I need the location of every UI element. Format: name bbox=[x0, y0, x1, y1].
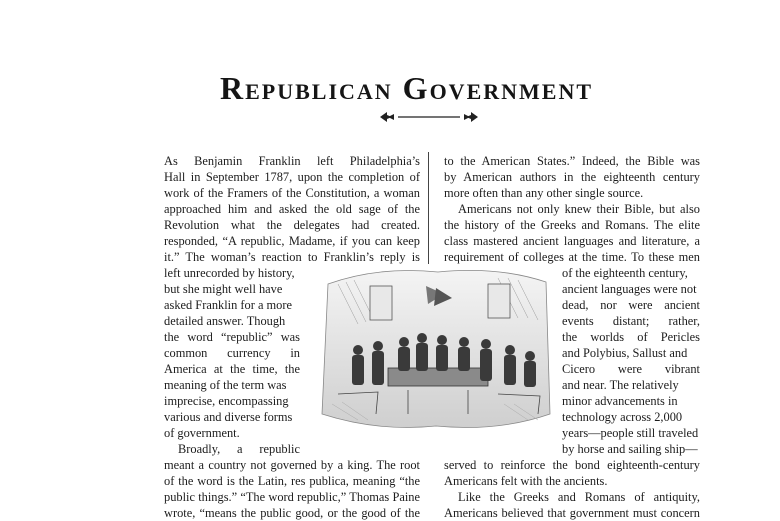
body-line: it.” The woman’s reaction to Franklin’s reply is bbox=[164, 250, 420, 264]
body-line: by American authors in the eighteenth century bbox=[444, 170, 700, 184]
body-line: wrote, “means the public good, or the good of the bbox=[164, 506, 420, 520]
body-line: Hall in September 1787, upon the completion of bbox=[164, 170, 420, 184]
body-line: the history of the Greeks and Romans. The elite bbox=[444, 218, 700, 232]
rule-ornament-icon bbox=[378, 110, 480, 124]
body-line: more often than any other single source. bbox=[444, 186, 644, 200]
body-line: Cicero were vibrant bbox=[562, 362, 700, 376]
body-line: work of the Framers of the Constitution, a woman bbox=[164, 186, 420, 200]
body-line: by horse and sailing ship— bbox=[562, 442, 698, 456]
body-line: left unrecorded by history, bbox=[164, 266, 295, 280]
body-line: served to reinforce the bond eighteenth-century bbox=[444, 458, 700, 472]
body-line: As Benjamin Franklin left Philadelphia’s bbox=[164, 154, 420, 168]
body-line: imprecise, encompassing bbox=[164, 394, 289, 408]
body-line: approached him and asked the old sage of the bbox=[164, 202, 420, 216]
body-line: years—people still traveled bbox=[562, 426, 699, 440]
page-title: Republican Government bbox=[220, 70, 594, 106]
column-divider bbox=[428, 152, 429, 264]
body-line: and Polybius, Sallust and bbox=[562, 346, 688, 360]
body-line: Like the Greeks and Romans of antiquity, bbox=[458, 490, 700, 504]
body-line: asked Franklin for a more bbox=[164, 298, 292, 312]
body-line: but she might well have bbox=[164, 282, 283, 296]
body-line: Americans believed that government must concern bbox=[444, 506, 700, 520]
body-line: events distant; rather, bbox=[562, 314, 700, 328]
body-line: Americans not only knew their Bible, but also bbox=[458, 202, 700, 216]
body-line: of the eighteenth century, bbox=[562, 266, 688, 280]
body-line: Revolution what the delegates had created. bbox=[164, 218, 420, 232]
body-line: Broadly, a republic bbox=[178, 442, 300, 456]
body-line: public things.” “The word republic,” Thomas Paine bbox=[164, 490, 420, 504]
body-line: common currency in bbox=[164, 346, 300, 360]
body-line: meant a country not governed by a king. The root bbox=[164, 458, 420, 472]
body-line: requirement of colleges at the time. To these men bbox=[444, 250, 700, 264]
body-line: meaning of the term was bbox=[164, 378, 287, 392]
body-line: of the word is the Latin, res publica, meaning “the bbox=[164, 474, 420, 488]
body-line: ancient languages were not bbox=[562, 282, 697, 296]
body-line: detailed answer. Though bbox=[164, 314, 286, 328]
body-line: class mastered ancient languages and literature, a bbox=[444, 234, 700, 248]
body-line: dead, nor were ancient bbox=[562, 298, 700, 312]
congress-sketch-icon bbox=[318, 264, 553, 434]
body-line: the worlds of Pericles bbox=[562, 330, 700, 344]
body-line: America at the time, the bbox=[164, 362, 300, 376]
body-line: of government. bbox=[164, 426, 240, 440]
body-line: the word “republic” was bbox=[164, 330, 300, 344]
body-line: to the American States.” Indeed, the Bible was bbox=[444, 154, 700, 168]
body-line: minor advancements in bbox=[562, 394, 678, 408]
body-line: various and diverse forms bbox=[164, 410, 293, 424]
body-line: and near. The relatively bbox=[562, 378, 679, 392]
body-line: responded, “A republic, Madame, if you can keep bbox=[164, 234, 420, 248]
body-line: Americans felt with the ancients. bbox=[444, 474, 608, 488]
body-line: technology across 2,000 bbox=[562, 410, 683, 424]
